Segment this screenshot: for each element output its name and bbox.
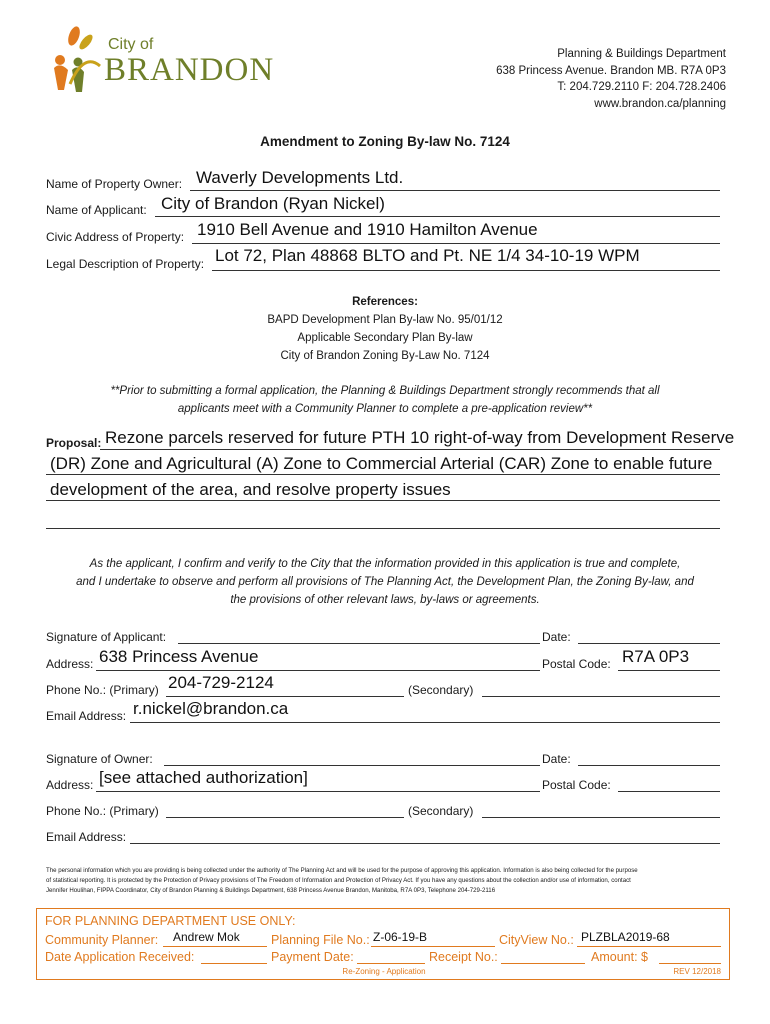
declaration-line: As the applicant, I confirm and verify to the City that the information provided in this application is true and complete, [89,558,681,570]
legal-description-label: Legal Description of Property: [46,257,205,271]
owner-email-field[interactable] [130,843,720,844]
applicant-address-line [96,670,540,671]
property-owner-field[interactable]: Waverly Developments Ltd. [196,168,404,187]
applicant-signature-label: Signature of Applicant: [46,630,167,644]
applicant-postal-line [618,670,720,671]
declaration-line: and I undertake to observe and perform all provisions of The Planning Act, the Development Plan, the Zoning By-law, and [76,576,694,588]
owner-postal-field[interactable] [618,791,720,792]
file-no-field[interactable]: Z-06-19-B [373,930,428,944]
dept-address: 638 Princess Avenue. Brandon MB. R7A 0P3 [496,64,726,77]
privacy-notice [46,866,726,896]
proposal-label: Proposal: [46,436,102,450]
owner-date-label: Date: [542,752,571,766]
proposal-line [46,474,720,475]
property-owner-label: Name of Property Owner: [46,177,183,191]
owner-secondary-label: (Secondary) [408,804,474,818]
applicant-date-field[interactable] [578,643,720,644]
privacy-line: The personal information which you are providing is being collected under the authority of The Planning Act and will be used for the purpose of approving this application. Information is also being collected for the purpose [46,867,638,874]
declaration-line: the provisions of other relevant laws, by-laws or agreements. [230,594,540,606]
dept-website[interactable]: www.brandon.ca/planning [594,97,726,110]
owner-secondary-field[interactable] [482,817,720,818]
proposal-line [46,528,720,529]
applicant-name-field[interactable]: City of Brandon (Ryan Nickel) [161,194,385,213]
privacy-line: of statistical reporting. It is protected by the Protection of Privacy provisions of The Freedom of Information and Protection of Privacy Act. If you have any questions about the collection and/or use of information, contact [46,877,631,884]
logo-city-of: City of [108,36,154,53]
proposal-line-1[interactable]: Rezone parcels reserved for future PTH 10 right-of-way from Development Reserve [105,428,735,447]
applicant-phone-label: Phone No.: (Primary) [46,683,159,697]
applicant-address-field[interactable]: 638 Princess Avenue [99,647,259,666]
proposal-line [46,500,720,501]
amount-field[interactable] [659,963,721,964]
owner-phone-label: Phone No.: (Primary) [46,804,159,818]
owner-address-field[interactable]: [see attached authorization] [99,768,308,787]
file-no-line [371,946,495,947]
applicant-email-label: Email Address: [46,709,127,723]
department-info [496,46,726,112]
logo-brandon: BRANDON [104,52,275,88]
owner-address-line [96,791,540,792]
planner-label: Community Planner: [45,933,159,947]
owner-phone-field[interactable] [166,817,404,818]
owner-postal-label: Postal Code: [542,778,611,792]
legal-description-field[interactable]: Lot 72, Plan 48868 BLTO and Pt. NE 1/4 34-10-19 WPM [215,246,640,265]
payment-date-label: Payment Date: [271,950,354,964]
applicant-phone-line [166,696,404,697]
form-footer-title: Re-Zoning - Application [342,967,426,976]
civic-address-line [192,243,720,244]
applicant-postal-label: Postal Code: [542,657,611,671]
applicant-phone-field[interactable]: 204-729-2124 [168,673,274,692]
amount-label: Amount: $ [591,950,648,964]
applicant-signature-field[interactable] [178,643,540,644]
office-use-box [36,908,730,980]
planner-line [163,946,267,947]
civic-address-field[interactable]: 1910 Bell Avenue and 1910 Hamilton Avenue [197,220,538,239]
applicant-postal-field[interactable]: R7A 0P3 [622,647,690,666]
reference-item: Applicable Secondary Plan By-law [297,332,473,344]
owner-signature-field[interactable] [164,765,540,766]
file-no-label: Planning File No.: [271,933,370,947]
dept-phone: T: 204.729.2110 F: 204.728.2406 [557,81,726,93]
applicant-address-label: Address: [46,657,94,671]
form-title: Amendment to Zoning By-law No. 7124 [260,134,510,149]
form-revision: REV 12/2018 [673,967,721,976]
cityview-field[interactable]: PLZBLA2019-68 [581,930,670,944]
receipt-no-label: Receipt No.: [429,950,498,964]
applicant-date-label: Date: [542,630,571,644]
cityview-label: CityView No.: [499,933,574,947]
applicant-secondary-field[interactable] [482,696,720,697]
privacy-line: Jennifer Houlihan, FIPPA Coordinator, City of Brandon Planning & Buildings Department, 638 Princess Avenue Brandon, Manitoba, R7A 0P3, Telephone 204-729-2116 [46,887,496,894]
office-use-heading: FOR PLANNING DEPARTMENT USE ONLY: [45,914,296,928]
receipt-no-field[interactable] [501,963,585,964]
date-received-label: Date Application Received: [45,950,195,964]
owner-address-label: Address: [46,778,94,792]
references-heading: References: [352,296,418,308]
property-owner-line [190,190,720,191]
owner-email-label: Email Address: [46,830,127,844]
date-received-field[interactable] [201,963,267,964]
planner-field[interactable]: Andrew Mok [173,930,240,944]
notice-line: **Prior to submitting a formal application, the Planning & Buildings Department strongly recommends that all [110,385,660,397]
applicant-name-line [155,216,720,217]
proposal-line [100,449,720,450]
applicant-email-field[interactable]: r.nickel@brandon.ca [133,699,289,718]
logo-figures-icon [44,22,104,94]
dept-name: Planning & Buildings Department [557,48,726,60]
notice-line: applicants meet with a Community Planner to complete a pre-application review** [177,403,593,415]
owner-signature-label: Signature of Owner: [46,752,153,766]
proposal-line-2[interactable]: (DR) Zone and Agricultural (A) Zone to Commercial Arterial (CAR) Zone to enable future [50,454,713,473]
proposal-line-3[interactable]: development of the area, and resolve property issues [50,480,451,499]
applicant-secondary-label: (Secondary) [408,683,474,697]
applicant-email-line [130,722,720,723]
owner-date-field[interactable] [578,765,720,766]
reference-item: City of Brandon Zoning By-Law No. 7124 [280,350,490,362]
payment-date-field[interactable] [357,963,425,964]
applicant-name-label: Name of Applicant: [46,203,147,217]
legal-description-line [212,270,720,271]
reference-item: BAPD Development Plan By-law No. 95/01/12 [267,314,503,326]
civic-address-label: Civic Address of Property: [46,230,185,244]
cityview-line [577,946,721,947]
city-logo [44,22,284,94]
